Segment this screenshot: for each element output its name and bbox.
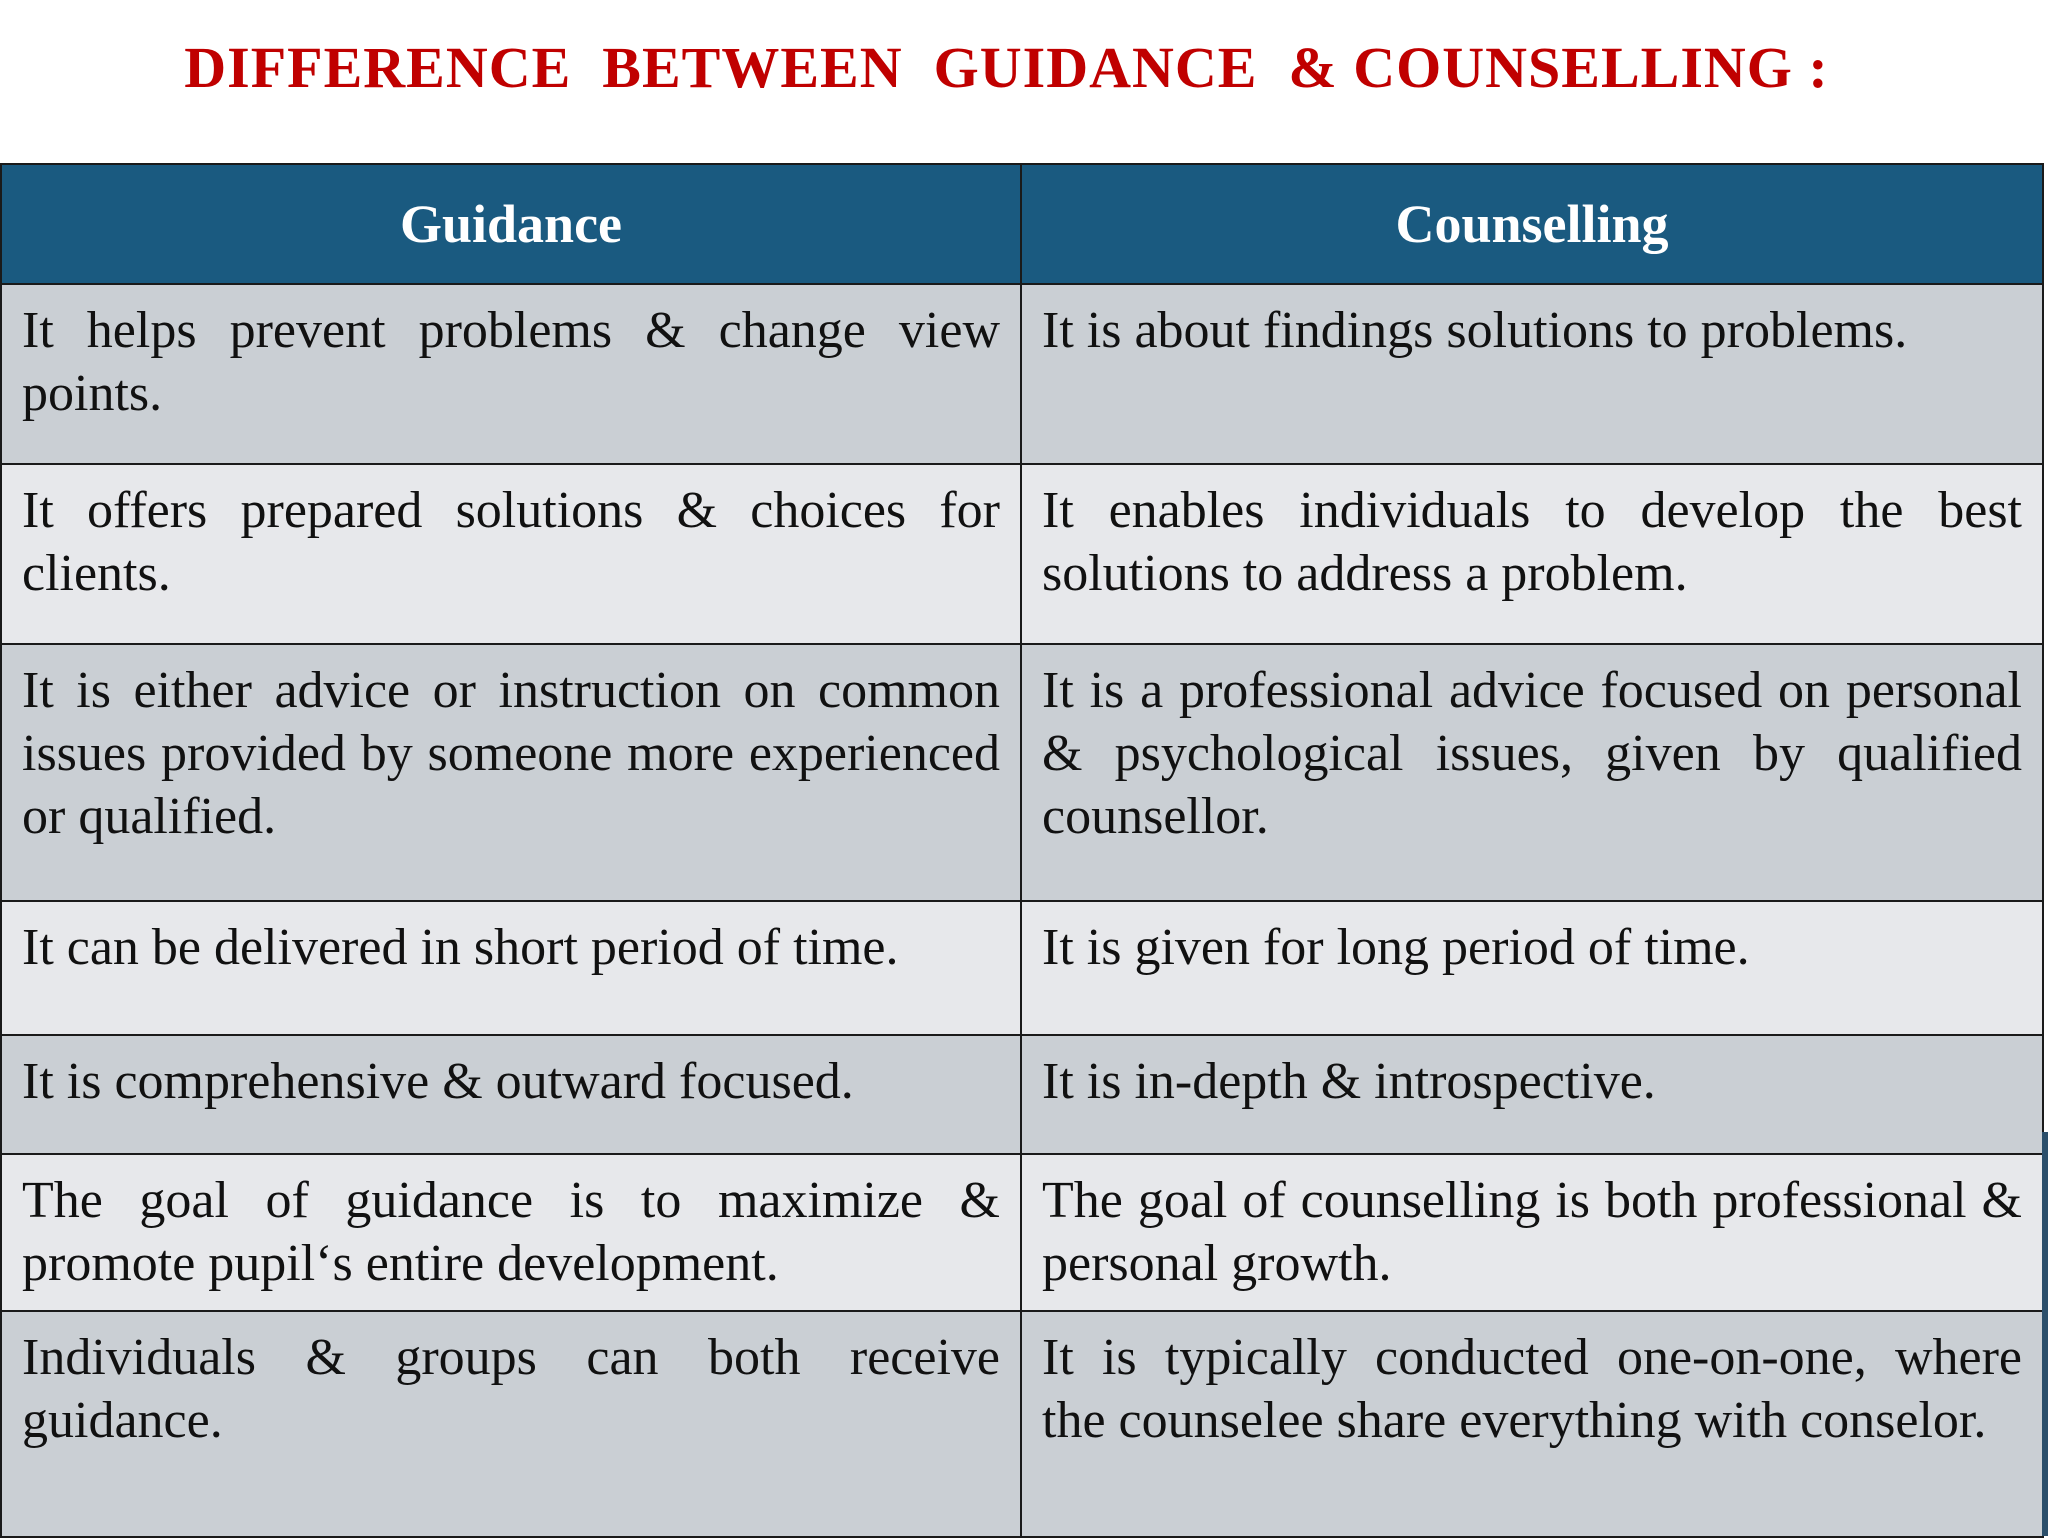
table-row bbox=[1, 464, 2043, 644]
counselling-cell: It is in-depth & introspective. bbox=[1021, 1035, 2043, 1154]
guidance-cell: It offers prepared solutions & choices for clients. bbox=[1, 464, 1021, 644]
page-title: DIFFERENCE BETWEEN GUIDANCE & COUNSELLING : bbox=[184, 35, 1829, 100]
table-row bbox=[1, 644, 2043, 901]
guidance-cell: It can be delivered in short period of time. bbox=[1, 901, 1021, 1035]
guidance-cell: It helps prevent problems & change view points. bbox=[1, 284, 1021, 464]
guidance-cell: It is comprehensive & outward focused. bbox=[1, 1035, 1021, 1154]
column-header-counselling: Counselling bbox=[1021, 164, 2043, 284]
slide-edge-accent bbox=[2042, 1132, 2048, 1536]
table-header-row bbox=[1, 164, 2043, 284]
counselling-cell: It is a professional advice focused on personal & psychological issues, given by qualified counsellor. bbox=[1021, 644, 2043, 901]
table-row bbox=[1, 901, 2043, 1035]
table-row bbox=[1, 1154, 2043, 1311]
counselling-cell: It is about findings solutions to problems. bbox=[1021, 284, 2043, 464]
counselling-cell: It enables individuals to develop the best solutions to address a problem. bbox=[1021, 464, 2043, 644]
column-header-guidance: Guidance bbox=[1, 164, 1021, 284]
counselling-cell: It is typically conducted one-on-one, where the counselee share everything with conselor. bbox=[1021, 1311, 2043, 1537]
guidance-cell: The goal of guidance is to maximize & promote pupil‘s entire development. bbox=[1, 1154, 1021, 1311]
table-row bbox=[1, 1035, 2043, 1154]
guidance-cell: It is either advice or instruction on common issues provided by someone more experienced or qualified. bbox=[1, 644, 1021, 901]
counselling-cell: The goal of counselling is both professional & personal growth. bbox=[1021, 1154, 2043, 1311]
table-row bbox=[1, 284, 2043, 464]
counselling-cell: It is given for long period of time. bbox=[1021, 901, 2043, 1035]
table-row bbox=[1, 1311, 2043, 1537]
guidance-cell: Individuals & groups can both receive guidance. bbox=[1, 1311, 1021, 1537]
comparison-table bbox=[0, 163, 2044, 1538]
